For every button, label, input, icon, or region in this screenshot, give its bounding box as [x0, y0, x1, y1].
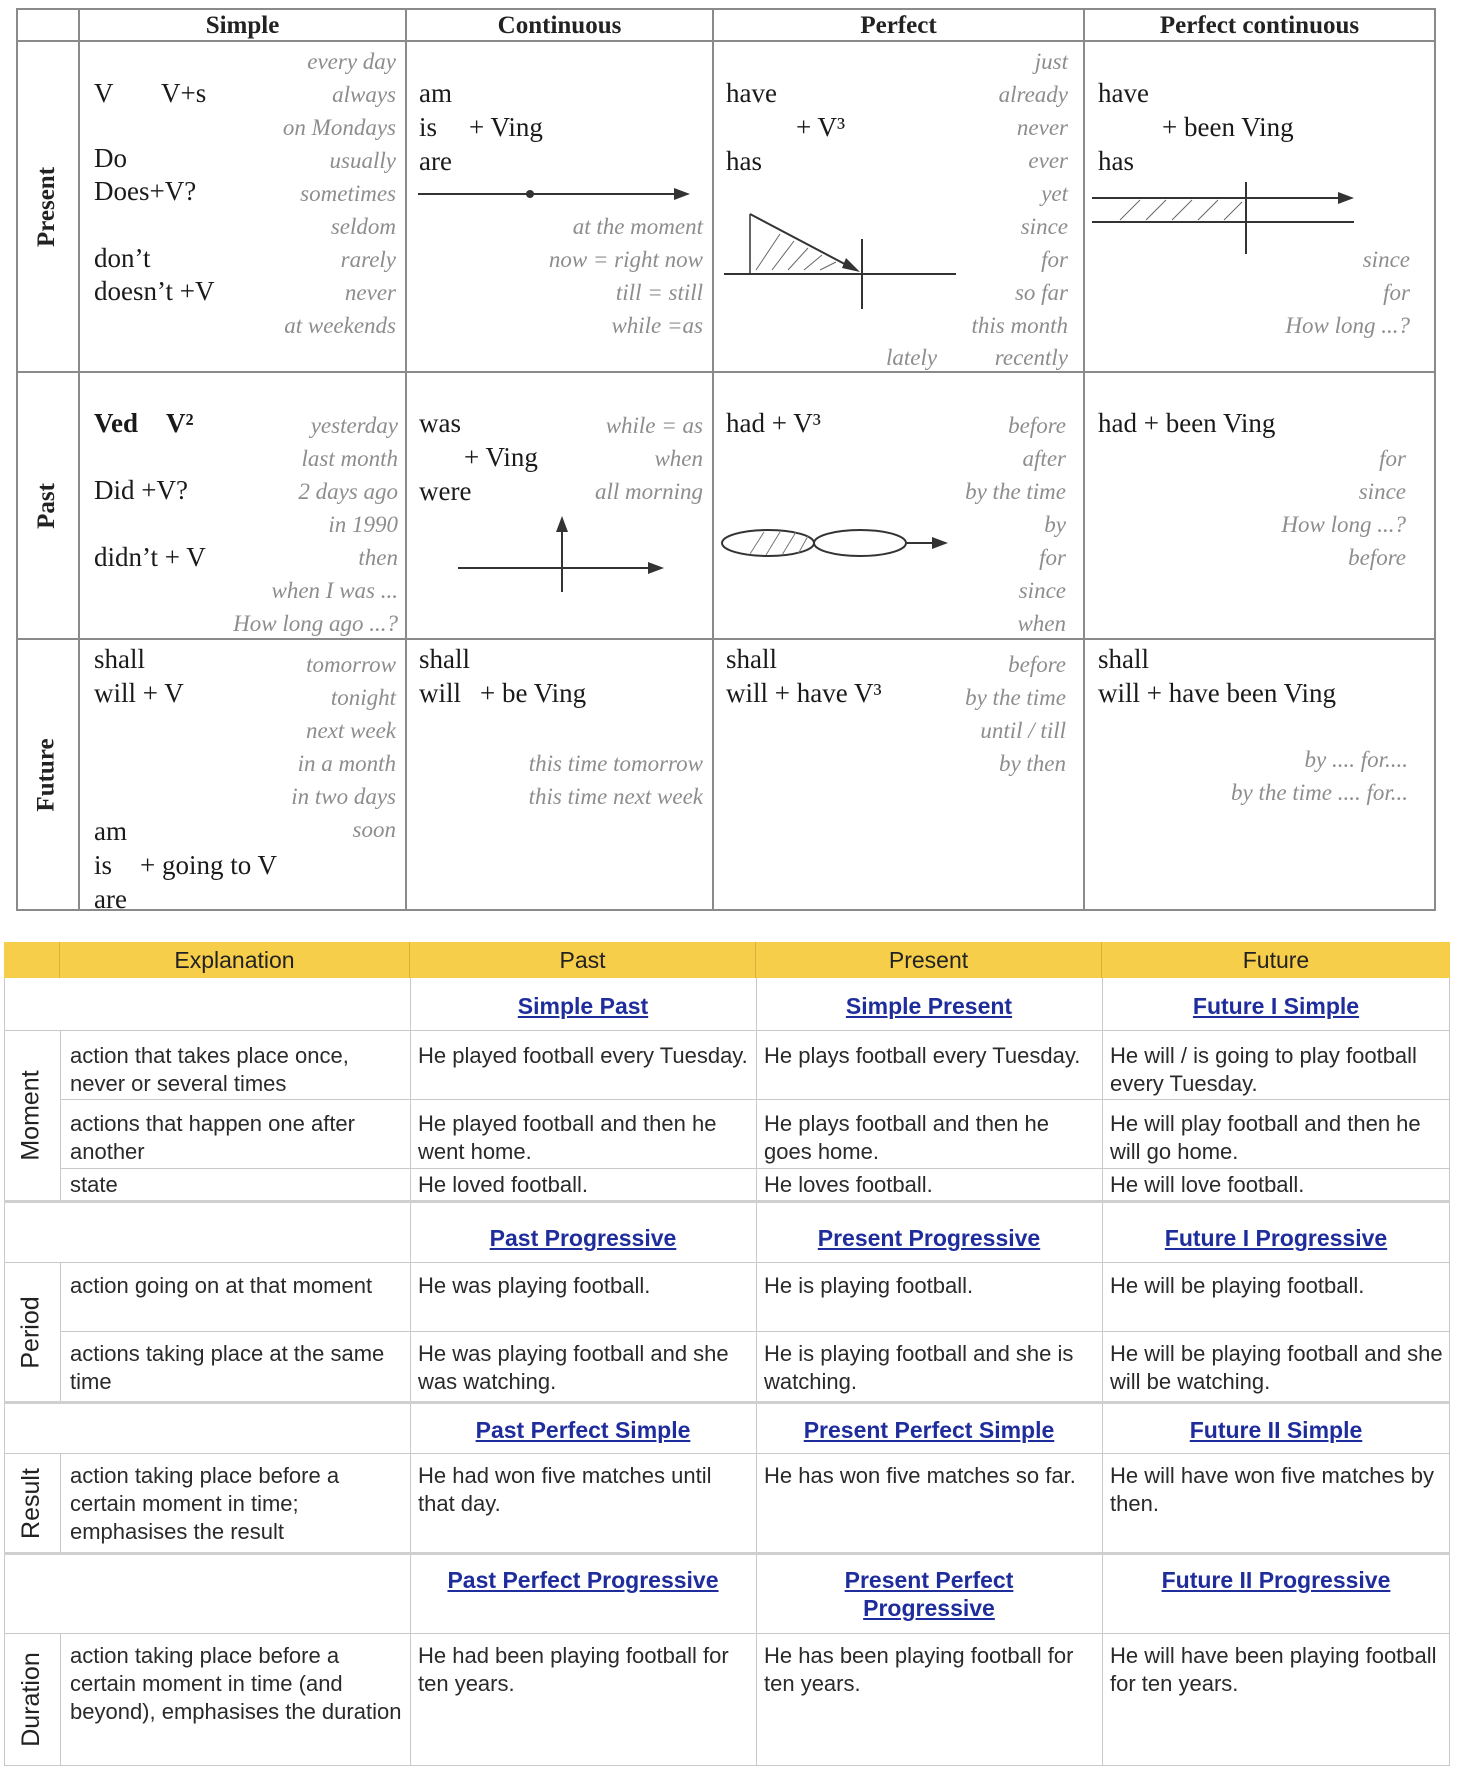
form-text: have	[1098, 78, 1149, 108]
marker-text: this time next week	[528, 784, 703, 809]
grid-line	[60, 1633, 61, 1766]
marker-text: next week	[305, 718, 396, 743]
marker-text: when	[654, 446, 703, 471]
example-cell: He will / is going to play football every Tuesday.	[1110, 1043, 1417, 1096]
explanation-cell: action that takes place once, never or several times	[70, 1043, 349, 1096]
marker-text: on Mondays	[282, 115, 396, 140]
form-text: Does+V?	[94, 176, 197, 206]
form-text: Ved	[94, 408, 139, 438]
marker-text: until / till	[980, 718, 1066, 743]
form-text: don’t	[94, 243, 151, 273]
marker-text: when	[1017, 611, 1066, 636]
past-perfect-timeline-diagram	[720, 518, 960, 568]
marker-text: for	[1039, 545, 1066, 570]
form-text: had + V³	[726, 408, 821, 438]
example-cell: He loves football.	[764, 1172, 933, 1197]
marker-text: by the time	[965, 685, 1066, 710]
marker-text: by then	[998, 751, 1066, 776]
marker-text: How long ...?	[1281, 512, 1406, 537]
marker-text: by .... for....	[1304, 747, 1408, 772]
grid-line	[60, 1453, 61, 1553]
tense-link-past-progressive[interactable]: Past Progressive	[489, 1225, 677, 1251]
form-text: + going to V	[140, 850, 277, 880]
explanation-cell: state	[70, 1172, 118, 1197]
marker-text: since	[1362, 247, 1410, 272]
example-cell: He is playing football and she is watching.	[764, 1341, 1074, 1394]
marker-text: yesterday	[310, 413, 398, 438]
grid-line	[60, 1262, 61, 1402]
marker-text: for	[1383, 280, 1410, 305]
example-cell: He had won five matches until that day.	[418, 1463, 712, 1516]
form-text: V²	[166, 408, 194, 438]
form-text: V+s	[161, 78, 207, 108]
marker-text: at the moment	[572, 214, 703, 239]
tense-link-future-ii-simple[interactable]: Future II Simple	[1189, 1417, 1363, 1443]
form-text: am	[419, 78, 452, 108]
continuous-timeline-diagram	[416, 184, 696, 204]
form-text: is	[94, 850, 113, 880]
marker-text: after	[1022, 446, 1066, 471]
marker-text: for	[1041, 247, 1068, 272]
marker-text: when I was ...	[271, 578, 398, 603]
form-text: Do	[94, 143, 127, 173]
perfect-timeline-diagram	[722, 204, 962, 314]
marker-text: just	[1034, 49, 1068, 74]
section-label-duration: Duration	[17, 1652, 45, 1747]
grid-line	[4, 1030, 1450, 1031]
marker-text: this month	[971, 313, 1068, 338]
tense-link-future-i-simple[interactable]: Future I Simple	[1192, 993, 1360, 1019]
section-separator	[4, 1200, 1450, 1203]
example-cell: He played football and then he went home.	[418, 1111, 717, 1164]
marker-text: recently	[994, 345, 1068, 370]
grid-line	[4, 1262, 1450, 1263]
grid-line	[60, 1331, 1450, 1332]
section-label-result: Result	[17, 1467, 45, 1539]
form-text: were	[419, 476, 472, 506]
perfect-continuous-timeline-diagram	[1090, 178, 1370, 258]
grid-line	[78, 8, 80, 911]
header-explanation: Explanation	[60, 942, 410, 978]
marker-text: before	[1348, 545, 1406, 570]
marker-text: by	[1044, 512, 1066, 537]
explanation-cell: action going on at that moment	[70, 1273, 373, 1298]
marker-text: seldom	[330, 214, 396, 239]
grid-line	[4, 1633, 1450, 1634]
marker-text: sometimes	[300, 181, 396, 206]
marker-text: in two days	[291, 784, 396, 809]
form-text: Did +V?	[94, 475, 188, 505]
tense-link-past-perfect-simple[interactable]: Past Perfect Simple	[475, 1417, 691, 1443]
example-cell: He was playing football and she was watching.	[418, 1341, 729, 1394]
grid-line	[16, 909, 1436, 911]
form-text: shall	[419, 644, 470, 674]
tense-link-simple-present[interactable]: Simple Present	[845, 993, 1013, 1019]
header-corner	[4, 942, 60, 978]
marker-text: while =as	[611, 313, 703, 338]
form-text: + V³	[796, 112, 846, 142]
header-simple: Simple	[205, 12, 280, 39]
tense-link-present-perfect-progressive[interactable]: Present Perfect Progressive	[844, 1567, 1014, 1621]
marker-text: till = still	[615, 280, 703, 305]
row-label-present: Present	[33, 166, 61, 247]
example-cell: He has won five matches so far.	[764, 1463, 1076, 1488]
example-cell: He will be playing football and she will be watching.	[1110, 1341, 1443, 1394]
marker-text: already	[998, 82, 1068, 107]
section-label-period: Period	[17, 1295, 46, 1369]
example-cell: He will have won five matches by then.	[1110, 1463, 1435, 1516]
marker-text: tonight	[330, 685, 396, 710]
form-text: will	[419, 678, 462, 708]
example-cell: He was playing football.	[418, 1273, 651, 1298]
marker-text: 2 days ago	[298, 479, 398, 504]
marker-text: tomorrow	[306, 652, 396, 677]
section-label-moment: Moment	[17, 1069, 45, 1161]
grid-line	[756, 978, 757, 1766]
example-cell: He will love football.	[1110, 1172, 1305, 1197]
header-present: Present	[756, 942, 1102, 978]
marker-text: this time tomorrow	[528, 751, 703, 776]
form-text: am	[94, 816, 127, 846]
marker-text: always	[332, 82, 396, 107]
marker-text: for	[1379, 446, 1406, 471]
grid-line	[1449, 978, 1450, 1766]
row-label-future: Future	[33, 737, 60, 812]
marker-text: usually	[329, 148, 396, 173]
marker-text: all morning	[595, 479, 703, 504]
marker-text: then	[358, 545, 398, 570]
form-text: are	[94, 884, 127, 914]
tense-link-present-perfect-simple[interactable]: Present Perfect Simple	[803, 1417, 1055, 1443]
grid-line	[410, 978, 411, 1766]
form-text: + Ving	[464, 442, 538, 472]
grid-line	[60, 1030, 61, 1200]
example-cell: He will be playing football.	[1110, 1273, 1365, 1298]
grid-line	[712, 8, 714, 911]
section-separator	[4, 1552, 1450, 1555]
marker-text: since	[1020, 214, 1068, 239]
marker-text: before	[1008, 413, 1066, 438]
grid-line	[60, 1099, 1450, 1100]
form-text: will + have been Ving	[1098, 678, 1337, 708]
header-continuous: Continuous	[497, 12, 622, 39]
past-continuous-timeline-diagram	[456, 514, 676, 594]
header-perfect: Perfect	[860, 12, 937, 39]
form-text: shall	[726, 644, 777, 674]
marker-text: soon	[352, 817, 396, 842]
header-future: Future	[1102, 942, 1450, 978]
marker-text: now = right now	[548, 247, 703, 272]
marker-text: lately	[886, 345, 938, 370]
marker-text: never	[1016, 115, 1068, 140]
grid-line	[16, 8, 1436, 10]
marker-text: in a month	[297, 751, 396, 776]
marker-text: by the time .... for...	[1231, 780, 1408, 805]
row-label-past: Past	[32, 482, 60, 529]
marker-text: How long ...?	[1285, 313, 1410, 338]
grid-line	[4, 1765, 1450, 1766]
marker-text: so far	[1014, 280, 1068, 305]
form-text: V	[94, 78, 114, 108]
example-cell: He has been playing football for ten years.	[764, 1643, 1074, 1696]
form-text: + been Ving	[1162, 112, 1294, 142]
form-text: + be Ving	[480, 678, 587, 708]
grid-line	[60, 1168, 1450, 1169]
form-text: has	[726, 146, 762, 176]
form-text: will + V	[94, 678, 184, 708]
form-text: is	[419, 112, 438, 142]
header-perfect-continuous: Perfect continuous	[1159, 12, 1360, 39]
marker-text: since	[1018, 578, 1066, 603]
tense-link-future-i-progressive[interactable]: Future I Progressive	[1164, 1225, 1388, 1251]
example-cell: He loved football.	[418, 1172, 588, 1197]
form-text: had + been Ving	[1098, 408, 1276, 438]
tense-examples-table	[4, 942, 1450, 1766]
form-text: shall	[94, 644, 145, 674]
tense-link-present-progressive[interactable]: Present Progressive	[817, 1225, 1041, 1251]
grid-line	[16, 371, 1436, 373]
grid-line	[16, 638, 1436, 640]
example-cell: He played football every Tuesday.	[418, 1043, 748, 1068]
explanation-cell: actions that happen one after another	[70, 1111, 355, 1164]
example-cell: He is playing football.	[764, 1273, 974, 1298]
example-cell: He will play football and then he will go home.	[1110, 1111, 1421, 1164]
marker-text: at weekends	[284, 313, 396, 338]
grid-line	[405, 8, 407, 911]
marker-text: never	[344, 280, 396, 305]
marker-text: before	[1008, 652, 1066, 677]
marker-text: last month	[301, 446, 398, 471]
example-cell: He plays football every Tuesday.	[764, 1043, 1081, 1068]
form-text: doesn’t +V	[94, 276, 215, 306]
marker-text: since	[1358, 479, 1406, 504]
grid-line	[4, 1453, 1450, 1454]
form-text: have	[726, 78, 777, 108]
explanation-cell: action taking place before a certain moment in time; emphasises the result	[70, 1463, 340, 1544]
form-text: + Ving	[469, 112, 543, 142]
section-separator	[4, 1401, 1450, 1404]
form-text: are	[419, 146, 452, 176]
marker-text: by the time	[965, 479, 1066, 504]
form-text: was	[419, 408, 461, 438]
grid-line	[1083, 8, 1085, 911]
form-text: has	[1098, 146, 1134, 176]
tense-link-past-perfect-progressive[interactable]: Past Perfect Progressive	[447, 1567, 719, 1593]
tense-link-simple-past[interactable]: Simple Past	[517, 993, 649, 1019]
marker-text: in 1990	[328, 512, 398, 537]
marker-text: How long ago ...?	[233, 611, 398, 636]
grid-line	[1102, 978, 1103, 1766]
explanation-cell: action taking place before a certain moment in time (and beyond), emphasises the duration	[70, 1643, 402, 1724]
form-text: will + have V³	[726, 678, 882, 708]
tense-link-future-ii-progressive[interactable]: Future II Progressive	[1161, 1567, 1391, 1593]
example-cell: He will have been playing football for ten years.	[1110, 1643, 1437, 1696]
grid-line	[1434, 8, 1436, 911]
marker-text: while = as	[605, 413, 703, 438]
example-cell: He had been playing football for ten years.	[418, 1643, 729, 1696]
example-cell: He plays football and then he goes home.	[764, 1111, 1049, 1164]
header-past: Past	[410, 942, 756, 978]
marker-text: every day	[307, 49, 396, 74]
form-text: didn’t + V	[94, 542, 206, 572]
explanation-cell: actions taking place at the same time	[70, 1341, 385, 1394]
marker-text: rarely	[340, 247, 396, 272]
marker-text: ever	[1028, 148, 1068, 173]
marker-text: yet	[1041, 181, 1068, 206]
form-text: shall	[1098, 644, 1149, 674]
tense-chart-table	[16, 8, 1436, 914]
